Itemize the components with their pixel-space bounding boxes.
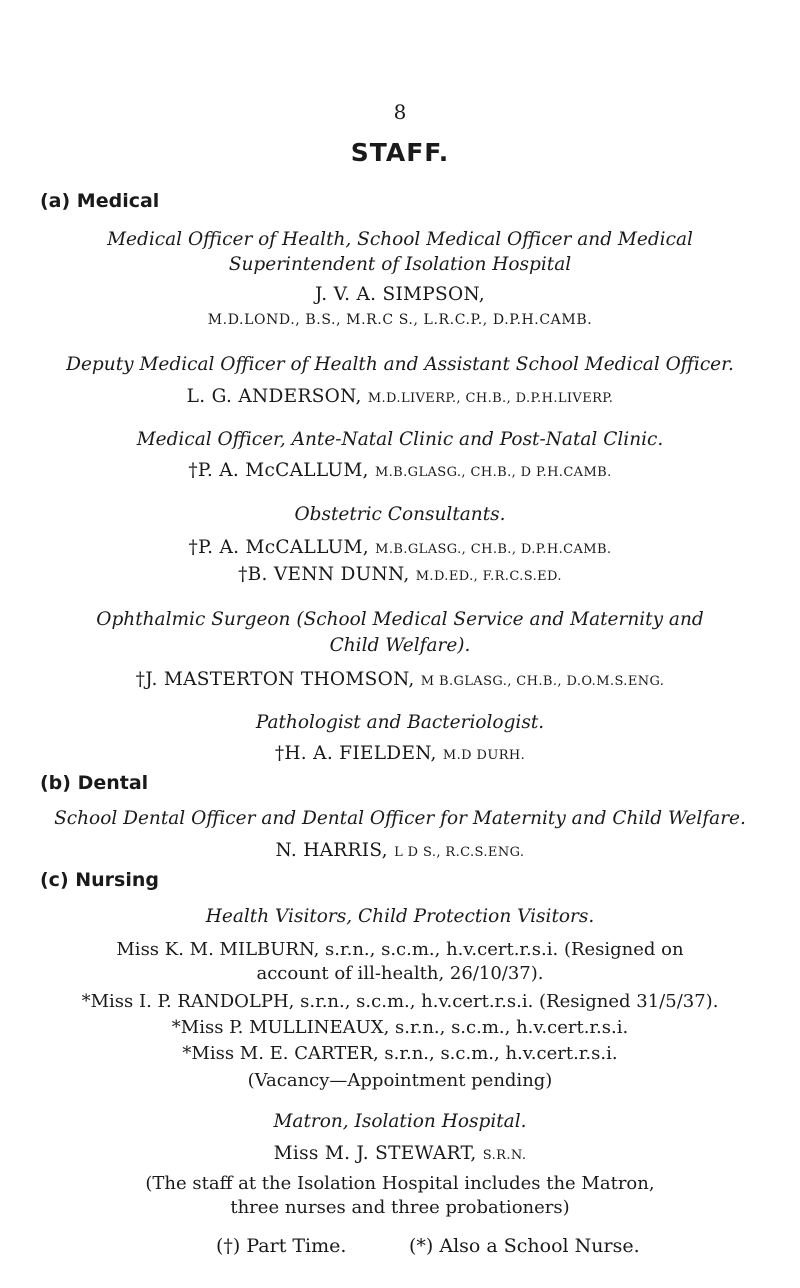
- dental-officer-entry: [0, 840, 800, 861]
- isolation-staff-note-line-1: (The staff at the Isolation Hospital includes the Matron,: [145, 1173, 655, 1194]
- obstetric-consultant-2-name: †B. VENN DUNN,: [238, 564, 410, 585]
- vacancy-note: (Vacancy—Appointment pending): [247, 1070, 553, 1091]
- ophthalmic-role-line-2: Child Welfare).: [329, 635, 471, 656]
- ophthalmic-role-line-1: Ophthalmic Surgeon (School Medical Service and Maternity and: [96, 609, 704, 630]
- matron-qualifications: S.R.N.: [482, 1148, 527, 1163]
- clinic-officer-qualifications: M.B.GLASG., CH.B., D P.H.CAMB.: [374, 465, 612, 480]
- obstetric-consultant-2-qualifications: M.D.ED., F.R.C.S.ED.: [415, 569, 562, 584]
- nurse-1-line-2: account of ill-health, 26/10/37).: [256, 963, 544, 984]
- dental-officer-qualifications: L D S., R.C.S.ENG.: [394, 845, 525, 860]
- deputy-moh-entry: [0, 386, 800, 407]
- page-title: STAFF.: [350, 138, 450, 167]
- ophthalmic-surgeon-qualifications: M B.GLASG., CH.B., D.O.M.S.ENG.: [420, 674, 665, 689]
- obstetric-consultant-1-entry: [0, 537, 800, 558]
- nurse-3: *Miss P. MULLINEAUX, s.r.n., s.c.m., h.v.cert.r.s.i.: [171, 1017, 629, 1038]
- matron-name: Miss M. J. STEWART,: [273, 1143, 477, 1164]
- pathologist-name: †H. A. FIELDEN,: [274, 743, 437, 764]
- clinic-officer-role: Medical Officer, Ante-Natal Clinic and Post-Natal Clinic.: [136, 429, 664, 450]
- section-heading-nursing: (c) Nursing: [40, 869, 159, 891]
- dental-officer-role: School Dental Officer and Dental Officer for Maternity and Child Welfare.: [54, 808, 746, 829]
- pathologist-entry: [0, 743, 800, 764]
- deputy-moh-qualifications: M.D.LIVERP., CH.B., D.P.H.LIVERP.: [367, 391, 614, 406]
- ophthalmic-surgeon-entry: [0, 669, 800, 690]
- deputy-moh-name: L. G. ANDERSON,: [186, 386, 362, 407]
- footnote-school-nurse: (*) Also a School Nurse.: [409, 1235, 640, 1257]
- moh-qualifications: M.D.LOND., B.S., M.R.C S., L.R.C.P., D.P.H.CAMB.: [207, 312, 593, 328]
- dental-officer-name: N. HARRIS,: [275, 840, 388, 861]
- clinic-officer-entry: [0, 460, 800, 481]
- deputy-moh-role: Deputy Medical Officer of Health and Assistant School Medical Officer.: [66, 354, 734, 375]
- moh-name: J. V. A. SIMPSON,: [315, 284, 485, 305]
- isolation-staff-note-line-2: three nurses and three probationers): [230, 1197, 570, 1218]
- obstetric-consultants-role: Obstetric Consultants.: [294, 504, 506, 525]
- pathologist-role: Pathologist and Bacteriologist.: [255, 712, 545, 733]
- section-heading-medical: (a) Medical: [40, 190, 160, 212]
- obstetric-consultant-1-name: †P. A. McCALLUM,: [188, 537, 369, 558]
- obstetric-consultant-1-qualifications: M.B.GLASG., CH.B., D.P.H.CAMB.: [375, 542, 612, 557]
- nurse-1-line-1: Miss K. M. MILBURN, s.r.n., s.c.m., h.v.cert.r.s.i. (Resigned on: [116, 939, 684, 960]
- footnote-part-time: (†) Part Time.: [216, 1235, 347, 1257]
- matron-role: Matron, Isolation Hospital.: [273, 1111, 527, 1132]
- page-number: 8: [393, 100, 407, 124]
- pathologist-qualifications: M.D DURH.: [442, 748, 526, 763]
- obstetric-consultant-2-entry: [0, 564, 800, 585]
- matron-entry: [0, 1143, 800, 1164]
- nurse-2: *Miss I. P. RANDOLPH, s.r.n., s.c.m., h.v.cert.r.s.i. (Resigned 31/5/37).: [81, 991, 719, 1012]
- clinic-officer-name: †P. A. McCALLUM,: [188, 460, 369, 481]
- ophthalmic-surgeon-name: †J. MASTERTON THOMSON,: [135, 669, 415, 690]
- nurse-4: *Miss M. E. CARTER, s.r.n., s.c.m., h.v.cert.r.s.i.: [182, 1043, 618, 1064]
- moh-role-line-1: Medical Officer of Health, School Medical Officer and Medical: [107, 229, 693, 250]
- section-heading-dental: (b) Dental: [40, 772, 149, 794]
- moh-role-line-2: Superintendent of Isolation Hospital: [228, 254, 572, 275]
- health-visitors-role: Health Visitors, Child Protection Visitors.: [205, 906, 595, 927]
